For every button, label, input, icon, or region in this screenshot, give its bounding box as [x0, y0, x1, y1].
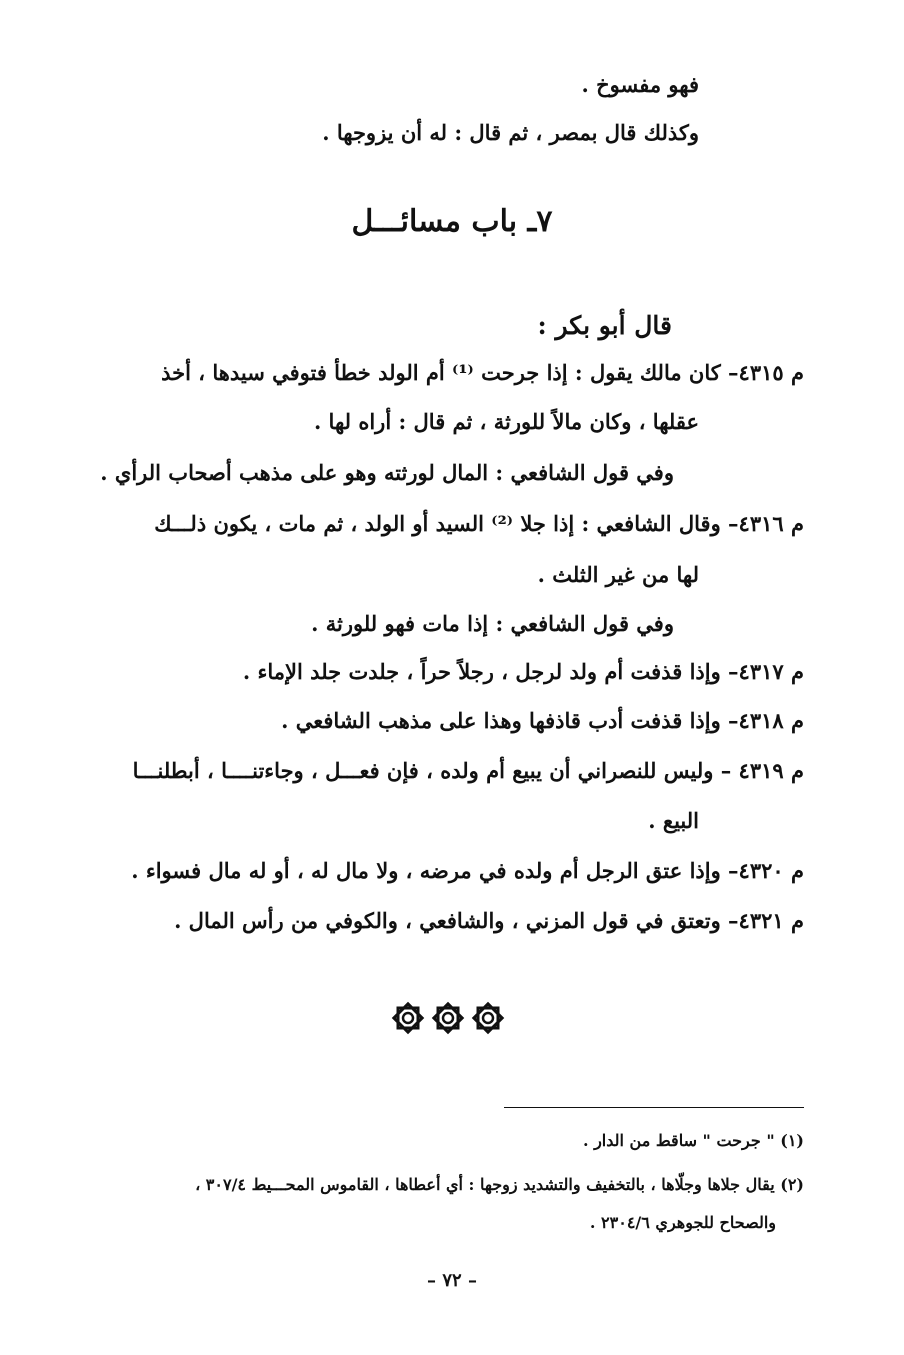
paragraph-4321: م ٤٣٢١– وتعتق في قول المزني ، والشافعي ، والكوفي من رأس المال .: [174, 908, 804, 933]
star-ornament-icon: [390, 1000, 426, 1036]
footnote-2-line-2: والصحاح للجوهري ٢٣٠٤/٦ .: [589, 1213, 776, 1232]
paragraph-4316-line-3: وفي قول الشافعي : إذا مات فهو للورثة .: [311, 611, 674, 636]
paragraph-4315-line-2: عقلها ، وكان مالاً للورثة ، ثم قال : أراه لها .: [313, 409, 699, 434]
paragraph-4319-line-1: م ٤٣١٩ – وليس للنصراني أن يبيع أم ولده ، فإن فعـــل ، وجاءتنــــا ، أبطلنـــا: [132, 758, 804, 783]
footnote-1: (١) " جرحت " ساقط من الدار .: [582, 1131, 804, 1150]
paragraph-4319-line-2: البيع .: [648, 808, 699, 833]
paragraph-4320: م ٤٣٢٠– وإذا عتق الرجل أم ولده في مرضه ، ولا مال له ، أو له مال فسواء .: [131, 858, 804, 883]
footnote-2-line-1: (٢) يقال جلاها وجلّاها ، بالتخفيف والتشديد زوجها : أي أعطاها ، القاموس المحـــيط ٣٠٧/٤ ،: [195, 1175, 804, 1194]
paragraph-4316-line-1: م ٤٣١٦– وقال الشافعي : إذا جلا ⁽²⁾ السيد أو الولد ، ثم مات ، يكون ذلـــك: [154, 511, 804, 536]
speaker-line: قال أبو بكر :: [537, 311, 672, 340]
intro-line-1: فهو مفسوخ .: [581, 72, 699, 97]
paragraph-4317: م ٤٣١٧– وإذا قذفت أم ولد لرجل ، رجلاً حراً ، جلدت جلد الإماء .: [242, 659, 804, 684]
star-ornament-icon: [430, 1000, 466, 1036]
paragraph-4315-line-3: وفي قول الشافعي : المال لورثته وهو على مذهب أصحاب الرأي .: [100, 460, 674, 485]
footnote-separator: [504, 1107, 804, 1108]
intro-line-2: وكذلك قال بمصر ، ثم قال : له أن يزوجها .: [322, 120, 699, 145]
page-number: – ٧٢ –: [427, 1270, 477, 1291]
paragraph-4315-line-1: م ٤٣١٥– كان مالك يقول : إذا جرحت ⁽¹⁾ أم الولد خطأ فتوفي سيدها ، أخذ: [161, 360, 804, 385]
section-heading: ٧ـ باب مسائـــل: [351, 204, 553, 239]
paragraph-4318: م ٤٣١٨– وإذا قذفت أدب قاذفها وهذا على مذهب الشافعي .: [281, 708, 804, 733]
star-ornament-icon: [470, 1000, 506, 1036]
paragraph-4316-line-2: لها من غير الثلث .: [537, 562, 699, 587]
ornament-divider: [390, 1000, 510, 1040]
